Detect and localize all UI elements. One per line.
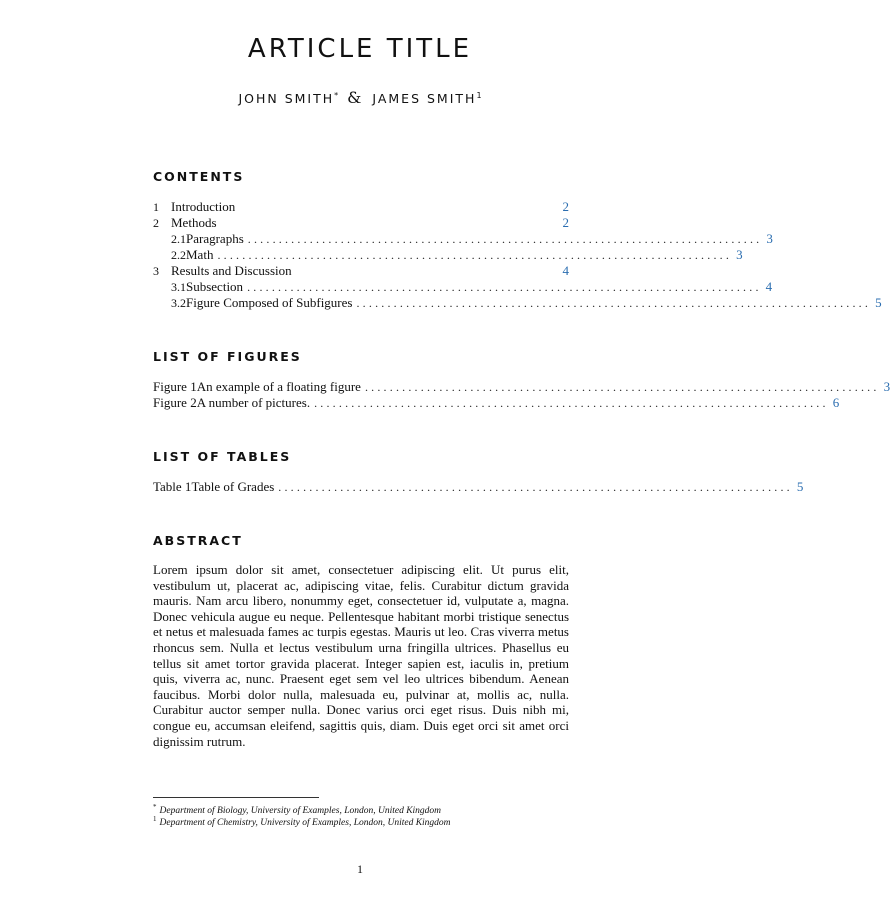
lof-entry-label: Figure 1 <box>153 379 197 394</box>
toc-entry-number: 2.2 <box>171 248 186 262</box>
toc-entry-label: Methods <box>171 215 217 230</box>
toc-entry-label: Introduction <box>171 199 236 214</box>
lof-entry-page-link[interactable]: 6 <box>832 395 840 410</box>
toc-entry-figure-composed-of-subfigures[interactable] <box>153 295 882 311</box>
toc-entry-label: Results and Discussion <box>171 263 292 278</box>
author-first-mark: * <box>334 90 339 100</box>
lof-leader-dots: ................................................................................... <box>364 380 880 394</box>
toc-leader-dots: ................................................................................... <box>247 280 762 294</box>
abstract-heading: ABSTRACT <box>153 533 243 548</box>
toc-entry-results-and-discussion[interactable] <box>153 263 569 279</box>
contents-heading: CONTENTS <box>153 169 245 184</box>
lof-leader-dots: ................................................................................... <box>314 396 829 410</box>
author-connector: & <box>347 88 364 107</box>
toc-entry-number: 2.1 <box>171 232 186 246</box>
toc-entry-math[interactable] <box>153 247 743 263</box>
lof-entry-caption: A number of pictures. <box>196 395 311 410</box>
toc-entry-page-link[interactable]: 4 <box>562 263 569 278</box>
page-number: 1 <box>357 862 363 876</box>
author-first: JOHN SMITH <box>238 91 335 106</box>
footnote-text: Department of Chemistry, University of Examples, London, United Kingdom <box>159 818 451 829</box>
footnote-text: Department of Biology, University of Examples, London, United Kingdom <box>159 806 442 817</box>
list-of-tables-heading: LIST OF TABLES <box>153 449 292 464</box>
toc-entry-paragraphs[interactable] <box>153 231 773 247</box>
abstract-body: Lorem ipsum dolor sit amet, consectetuer adipiscing elit. Ut purus elit, vestibulum ut, placerat ac, adipiscing vitae, felis. Curabitur dictum gravida mauris. Nam arcu libero, nonummy eget, consectetuer id, vulputate a, magna. Donec vehicula augue eu neque. Pellentesque habitant morbi tristique senectus et netus et malesuada fames ac turpis egestas. Mauris ut leo. Cras viverra metus rhoncus sem. Nulla et lectus vestibulum urna fringilla ultrices. Phasellus eu tellus sit amet tortor gravida placerat. Integer sapien est, iaculis in, pretium quis, viverra ac, nunc. Praesent eget sem vel leo ultrices bibendum. Aenean faucibus. Morbi dolor nulla, malesuada eu, pulvinar at, mollis ac, nulla. Curabitur auctor semper nulla. Donec varius orci eget risus. Duis nibh mi, congue eu, accumsan eleifend, sagittis quis, diam. Duis eget orci sit amet orci dignissim rutrum. <box>153 562 569 749</box>
toc-entry-page-link[interactable]: 2 <box>562 199 569 214</box>
lof-entry-page-link[interactable]: 3 <box>883 379 890 394</box>
lof-entry-figure-2[interactable] <box>153 395 840 411</box>
lot-entry-caption: Table of Grades <box>191 479 275 494</box>
footnote-mark: 1 <box>153 815 157 823</box>
toc-entry-page-link[interactable]: 3 <box>736 247 743 262</box>
toc-entry-label: Paragraphs <box>186 231 244 246</box>
article-title: ARTICLE TITLE <box>247 34 473 64</box>
lot-entry-label: Table 1 <box>153 479 192 494</box>
footnote-mark: * <box>153 803 157 811</box>
toc-leader-dots: ................................................................................... <box>247 232 763 246</box>
toc-leader-dots: ................................................................................... <box>356 296 872 310</box>
toc-entry-number: 1 <box>153 200 159 214</box>
toc-entry-page-link[interactable]: 4 <box>765 279 773 294</box>
toc-entry-number: 3.1 <box>171 280 186 294</box>
toc-entry-number: 3 <box>153 264 159 278</box>
toc-entry-number: 2 <box>153 216 159 230</box>
toc-entry-subsection[interactable] <box>153 279 773 295</box>
toc-entry-page-link[interactable]: 2 <box>562 215 569 230</box>
footnote-divider <box>153 797 319 798</box>
toc-entry-label: Figure Composed of Subfigures <box>186 295 353 310</box>
author-second-mark: 1 <box>476 90 482 100</box>
toc-leader-dots: ................................................................................... <box>217 248 733 262</box>
lot-entry-page-link[interactable]: 5 <box>796 479 804 494</box>
author-line <box>0 88 720 107</box>
lof-entry-figure-1[interactable] <box>153 379 890 395</box>
lot-entry-table-1[interactable] <box>153 479 804 495</box>
lot-leader-dots: ................................................................................... <box>278 480 793 494</box>
toc-entry-page-link[interactable]: 3 <box>766 231 773 246</box>
footnote-affiliation-2 <box>153 813 451 829</box>
toc-entry-methods[interactable] <box>153 215 569 231</box>
author-second: JAMES SMITH <box>372 91 477 106</box>
list-of-figures-heading: LIST OF FIGURES <box>153 349 302 364</box>
toc-entry-label: Math <box>186 247 214 262</box>
lof-entry-label: Figure 2 <box>153 395 197 410</box>
lof-entry-caption: An example of a floating figure <box>196 379 361 394</box>
toc-entry-introduction[interactable] <box>153 199 569 215</box>
toc-entry-label: Subsection <box>186 279 244 294</box>
toc-entry-page-link[interactable]: 5 <box>875 295 882 310</box>
toc-entry-number: 3.2 <box>171 296 186 310</box>
